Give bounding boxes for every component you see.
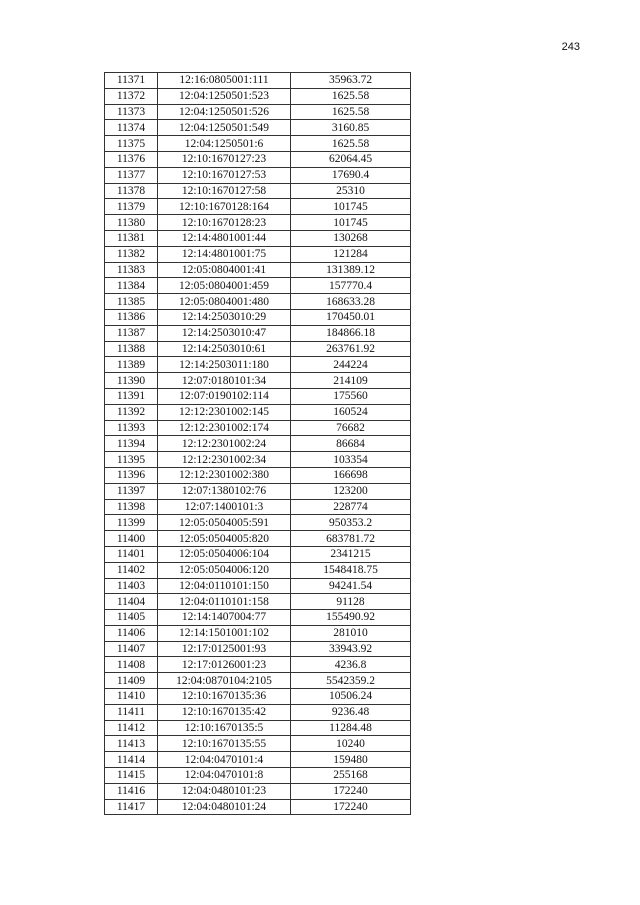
row-number-cell: 11384	[105, 278, 158, 294]
table-row	[105, 689, 411, 705]
cadastral-number-cell: 12:04:1250501:6	[158, 136, 291, 152]
row-number-cell: 11390	[105, 373, 158, 389]
value-cell: 11284.48	[291, 720, 411, 736]
table-row	[105, 625, 411, 641]
row-number-cell: 11410	[105, 689, 158, 705]
row-number-cell: 11403	[105, 578, 158, 594]
cadastral-number-cell: 12:10:1670135:55	[158, 736, 291, 752]
row-number-cell: 11374	[105, 120, 158, 136]
value-cell: 1625.58	[291, 88, 411, 104]
row-number-cell: 11371	[105, 73, 158, 89]
value-cell: 131389.12	[291, 262, 411, 278]
value-cell: 10240	[291, 736, 411, 752]
table-row	[105, 594, 411, 610]
table-row	[105, 215, 411, 231]
table-row	[105, 578, 411, 594]
cadastral-number-cell: 12:12:2301002:174	[158, 420, 291, 436]
value-cell: 35963.72	[291, 73, 411, 89]
value-cell: 4236.8	[291, 657, 411, 673]
row-number-cell: 11388	[105, 341, 158, 357]
value-cell: 172240	[291, 783, 411, 799]
value-cell: 62064.45	[291, 151, 411, 167]
table-row	[105, 294, 411, 310]
row-number-cell: 11379	[105, 199, 158, 215]
cadastral-number-cell: 12:10:1670135:5	[158, 720, 291, 736]
cadastral-number-cell: 12:14:2503010:61	[158, 341, 291, 357]
value-cell: 172240	[291, 799, 411, 815]
row-number-cell: 11392	[105, 404, 158, 420]
value-cell: 33943.92	[291, 641, 411, 657]
value-cell: 214109	[291, 373, 411, 389]
cadastral-number-cell: 12:14:4801001:44	[158, 230, 291, 246]
table-row	[105, 531, 411, 547]
value-cell: 228774	[291, 499, 411, 515]
table-row	[105, 136, 411, 152]
table-row	[105, 325, 411, 341]
value-cell: 101745	[291, 215, 411, 231]
table-row	[105, 230, 411, 246]
value-cell: 1625.58	[291, 104, 411, 120]
cadastral-number-cell: 12:05:0504005:591	[158, 515, 291, 531]
table-row	[105, 657, 411, 673]
cadastral-number-cell: 12:04:0870104:2105	[158, 673, 291, 689]
value-cell: 121284	[291, 246, 411, 262]
cadastral-number-cell: 12:05:0804001:480	[158, 294, 291, 310]
row-number-cell: 11376	[105, 151, 158, 167]
value-cell: 10506.24	[291, 689, 411, 705]
value-cell: 91128	[291, 594, 411, 610]
table-row	[105, 515, 411, 531]
cadastral-number-cell: 12:04:0480101:24	[158, 799, 291, 815]
row-number-cell: 11373	[105, 104, 158, 120]
cadastral-number-cell: 12:10:1670128:23	[158, 215, 291, 231]
row-number-cell: 11411	[105, 704, 158, 720]
row-number-cell: 11377	[105, 167, 158, 183]
value-cell: 175560	[291, 388, 411, 404]
cadastral-number-cell: 12:05:0504005:820	[158, 531, 291, 547]
table-row	[105, 452, 411, 468]
table-row	[105, 499, 411, 515]
value-cell: 1625.58	[291, 136, 411, 152]
table-row	[105, 783, 411, 799]
table-row	[105, 467, 411, 483]
cadastral-number-cell: 12:14:1501001:102	[158, 625, 291, 641]
cadastral-number-cell: 12:05:0504006:104	[158, 546, 291, 562]
row-number-cell: 11414	[105, 752, 158, 768]
table-row	[105, 752, 411, 768]
row-number-cell: 11382	[105, 246, 158, 262]
table-row	[105, 388, 411, 404]
value-cell: 159480	[291, 752, 411, 768]
value-cell: 9236.48	[291, 704, 411, 720]
cadastral-number-cell: 12:05:0804001:41	[158, 262, 291, 278]
table-row	[105, 768, 411, 784]
row-number-cell: 11378	[105, 183, 158, 199]
row-number-cell: 11398	[105, 499, 158, 515]
table-row	[105, 309, 411, 325]
value-cell: 244224	[291, 357, 411, 373]
row-number-cell: 11409	[105, 673, 158, 689]
page-number: 243	[561, 41, 580, 53]
cadastral-number-cell: 12:10:1670127:58	[158, 183, 291, 199]
row-number-cell: 11380	[105, 215, 158, 231]
row-number-cell: 11408	[105, 657, 158, 673]
cadastral-number-cell: 12:07:1400101:3	[158, 499, 291, 515]
value-cell: 155490.92	[291, 610, 411, 626]
table-row	[105, 341, 411, 357]
cadastral-number-cell: 12:14:2503010:47	[158, 325, 291, 341]
row-number-cell: 11381	[105, 230, 158, 246]
table-row	[105, 436, 411, 452]
table-row	[105, 104, 411, 120]
row-number-cell: 11375	[105, 136, 158, 152]
table-row	[105, 73, 411, 89]
table-row	[105, 199, 411, 215]
row-number-cell: 11400	[105, 531, 158, 547]
value-cell: 166698	[291, 467, 411, 483]
row-number-cell: 11416	[105, 783, 158, 799]
row-number-cell: 11404	[105, 594, 158, 610]
cadastral-number-cell: 12:14:1407004:77	[158, 610, 291, 626]
row-number-cell: 11385	[105, 294, 158, 310]
cadastral-number-cell: 12:04:1250501:549	[158, 120, 291, 136]
value-cell: 170450.01	[291, 309, 411, 325]
cadastral-number-cell: 12:12:2301002:380	[158, 467, 291, 483]
cadastral-number-cell: 12:10:1670135:36	[158, 689, 291, 705]
row-number-cell: 11405	[105, 610, 158, 626]
cadastral-number-cell: 12:04:0110101:150	[158, 578, 291, 594]
value-cell: 130268	[291, 230, 411, 246]
row-number-cell: 11389	[105, 357, 158, 373]
table-body	[105, 73, 411, 815]
cadastral-table	[104, 72, 411, 815]
value-cell: 5542359.2	[291, 673, 411, 689]
row-number-cell: 11396	[105, 467, 158, 483]
row-number-cell: 11417	[105, 799, 158, 815]
value-cell: 17690.4	[291, 167, 411, 183]
value-cell: 950353.2	[291, 515, 411, 531]
row-number-cell: 11393	[105, 420, 158, 436]
table-row	[105, 120, 411, 136]
table-row	[105, 278, 411, 294]
value-cell: 255168	[291, 768, 411, 784]
value-cell: 103354	[291, 452, 411, 468]
value-cell: 76682	[291, 420, 411, 436]
table-row	[105, 167, 411, 183]
table-row	[105, 704, 411, 720]
table-row	[105, 562, 411, 578]
table-row	[105, 88, 411, 104]
cadastral-number-cell: 12:17:0125001:93	[158, 641, 291, 657]
cadastral-number-cell: 12:10:1670135:42	[158, 704, 291, 720]
value-cell: 157770.4	[291, 278, 411, 294]
table-row	[105, 720, 411, 736]
value-cell: 94241.54	[291, 578, 411, 594]
cadastral-number-cell: 12:04:0110101:158	[158, 594, 291, 610]
row-number-cell: 11413	[105, 736, 158, 752]
cadastral-number-cell: 12:04:1250501:523	[158, 88, 291, 104]
row-number-cell: 11397	[105, 483, 158, 499]
value-cell: 184866.18	[291, 325, 411, 341]
row-number-cell: 11391	[105, 388, 158, 404]
table-row	[105, 483, 411, 499]
value-cell: 25310	[291, 183, 411, 199]
cadastral-number-cell: 12:10:1670128:164	[158, 199, 291, 215]
value-cell: 683781.72	[291, 531, 411, 547]
row-number-cell: 11402	[105, 562, 158, 578]
value-cell: 3160.85	[291, 120, 411, 136]
table-row	[105, 246, 411, 262]
value-cell: 1548418.75	[291, 562, 411, 578]
value-cell: 123200	[291, 483, 411, 499]
cadastral-number-cell: 12:12:2301002:145	[158, 404, 291, 420]
table-row	[105, 357, 411, 373]
row-number-cell: 11372	[105, 88, 158, 104]
table-row	[105, 799, 411, 815]
cadastral-number-cell: 12:12:2301002:24	[158, 436, 291, 452]
row-number-cell: 11412	[105, 720, 158, 736]
cadastral-number-cell: 12:14:2503011:180	[158, 357, 291, 373]
table-row	[105, 262, 411, 278]
cadastral-number-cell: 12:04:0470101:4	[158, 752, 291, 768]
cadastral-number-cell: 12:14:4801001:75	[158, 246, 291, 262]
value-cell: 160524	[291, 404, 411, 420]
value-cell: 168633.28	[291, 294, 411, 310]
row-number-cell: 11386	[105, 309, 158, 325]
cadastral-number-cell: 12:17:0126001:23	[158, 657, 291, 673]
row-number-cell: 11383	[105, 262, 158, 278]
row-number-cell: 11395	[105, 452, 158, 468]
table-row	[105, 546, 411, 562]
cadastral-number-cell: 12:04:0470101:8	[158, 768, 291, 784]
cadastral-number-cell: 12:14:2503010:29	[158, 309, 291, 325]
table-row	[105, 404, 411, 420]
value-cell: 101745	[291, 199, 411, 215]
row-number-cell: 11407	[105, 641, 158, 657]
cadastral-number-cell: 12:04:1250501:526	[158, 104, 291, 120]
row-number-cell: 11387	[105, 325, 158, 341]
cadastral-number-cell: 12:12:2301002:34	[158, 452, 291, 468]
value-cell: 2341215	[291, 546, 411, 562]
table-row	[105, 420, 411, 436]
row-number-cell: 11394	[105, 436, 158, 452]
row-number-cell: 11401	[105, 546, 158, 562]
cadastral-number-cell: 12:05:0804001:459	[158, 278, 291, 294]
table-row	[105, 151, 411, 167]
cadastral-number-cell: 12:10:1670127:23	[158, 151, 291, 167]
value-cell: 263761.92	[291, 341, 411, 357]
cadastral-number-cell: 12:07:1380102:76	[158, 483, 291, 499]
cadastral-number-cell: 12:07:0190102:114	[158, 388, 291, 404]
table-row	[105, 641, 411, 657]
table-row	[105, 373, 411, 389]
row-number-cell: 11415	[105, 768, 158, 784]
value-cell: 86684	[291, 436, 411, 452]
table-row	[105, 736, 411, 752]
cadastral-number-cell: 12:04:0480101:23	[158, 783, 291, 799]
cadastral-number-cell: 12:05:0504006:120	[158, 562, 291, 578]
table-row	[105, 673, 411, 689]
table-row	[105, 183, 411, 199]
row-number-cell: 11399	[105, 515, 158, 531]
cadastral-number-cell: 12:10:1670127:53	[158, 167, 291, 183]
value-cell: 281010	[291, 625, 411, 641]
row-number-cell: 11406	[105, 625, 158, 641]
cadastral-number-cell: 12:07:0180101:34	[158, 373, 291, 389]
table-row	[105, 610, 411, 626]
cadastral-number-cell: 12:16:0805001:111	[158, 73, 291, 89]
